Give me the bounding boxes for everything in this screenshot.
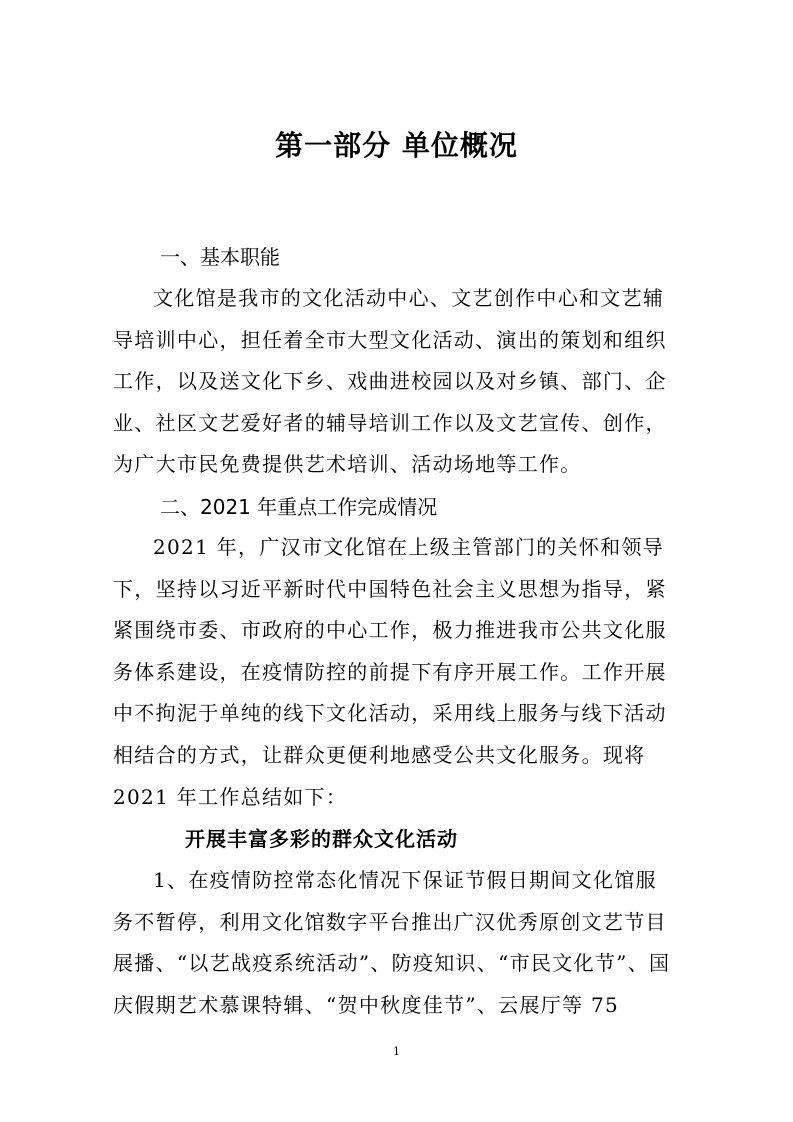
section-paragraph-cultural-activities: 1、在疫情防控常态化情况下保证节假日期间文化馆服务不暂停，利用文化馆数字平台推出广汉优秀原创文艺节目展播、“以艺战疫系统活动”、防疫知识、“市民文化节”、国庆假期艺术慕课特辑、“贺中秋度佳节”、云展厅等 75 [113,868,671,1017]
section-paragraph-2021-work: 2021 年，广汉市文化馆在上级主管部门的关怀和领导下，坚持以习近平新时代中国特色社会主义思想为指导，紧紧围绕市委、市政府的中心工作，极力推进我市公共文化服务体系建设，在疫情防控的前提下有序开展工作。工作开展中不拘泥于单纯的线下文化活动，采用线上服务与线下活动相结合的方式，让群众更便利地感受公共文化服务。现将 2021 年工作总结如下： [113,535,667,809]
section-paragraph-basic-functions: 文化馆是我市的文化活动中心、文艺创作中心和文艺辅导培训中心，担任着全市大型文化活动、演出的策划和组织工作，以及送文化下乡、戏曲进校园以及对乡镇、部门、企业、社区文艺爱好者的辅导培训工作以及文艺宣传、创作，为广大市民免费提供艺术培训、活动场地等工作。 [113,286,667,477]
section-heading-2021-work: 二、2021 年重点工作完成情况 [160,495,438,519]
section-heading-cultural-activities: 开展丰富多彩的群众文化活动 [185,827,458,851]
page-title: 第一部分 单位概况 [275,129,518,162]
section-heading-basic-functions: 一、基本职能 [160,245,280,269]
page-number: 1 [393,1045,400,1058]
